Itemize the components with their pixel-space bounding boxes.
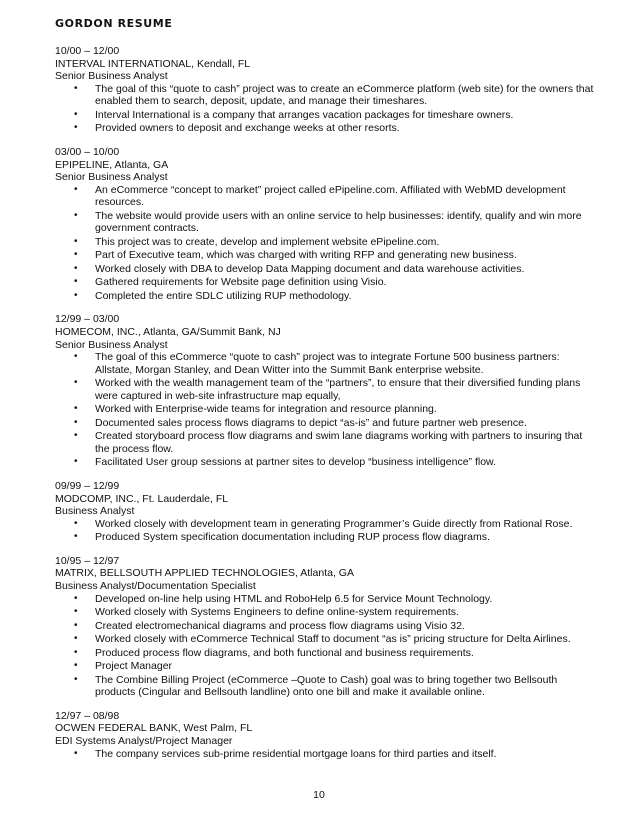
job-entry [55, 710, 595, 760]
job-company: INTERVAL INTERNATIONAL, Kendall, FL [55, 57, 251, 70]
bullet-icon: • [74, 403, 78, 415]
bullet-icon: • [74, 82, 78, 94]
bullet-icon: • [74, 416, 78, 428]
bullet-item [55, 377, 595, 402]
bullet-icon: • [74, 673, 78, 685]
bullet-icon: • [74, 456, 78, 468]
bullet-item [55, 83, 595, 108]
job-bullets [55, 748, 595, 761]
bullet-item [55, 633, 595, 646]
job-bullets [55, 184, 595, 303]
job-bullets [55, 351, 595, 469]
bullet-text: Worked closely with DBA to develop Data Mapping document and data warehouse activities. [95, 262, 525, 275]
bullet-icon: • [74, 747, 78, 759]
bullet-text: Interval International is a company that arranges vacation packages for timeshare owners. [95, 108, 514, 121]
bullet-text: Worked closely with development team in generating Programmer’s Guide directly from Rational Rose. [95, 517, 573, 530]
bullet-item [55, 660, 595, 673]
job-company: HOMECOM, INC., Atlanta, GA/Summit Bank, NJ [55, 326, 281, 338]
bullet-icon: • [74, 633, 78, 645]
bullet-text: Created storyboard process flow diagrams and swim lane diagrams working with partners to insuring that the process flow. [95, 430, 583, 455]
job-company: MATRIX, BELLSOUTH APPLIED TECHNOLOGIES, Atlanta, GA [55, 567, 354, 580]
job-company: EPIPELINE, Atlanta, GA [55, 158, 169, 171]
bullet-text: Created electromechanical diagrams and process flow diagrams using Visio 32. [95, 619, 465, 632]
bullet-text: Project Manager [95, 660, 173, 673]
job-dates: 09/99 – 12/99 [55, 479, 120, 492]
bullet-text: Facilitated User group sessions at partner sites to develop “business intelligence” flow. [95, 456, 496, 469]
job-list [55, 45, 595, 760]
bullet-text: This project was to create, develop and implement website ePipeline.com. [95, 235, 440, 248]
bullet-text: The goal of this “quote to cash” project was to create an eCommerce platform (web site) for the owners that enabled them to search, deposit, update, and manage their timeshares. [95, 82, 594, 108]
bullet-icon: • [74, 276, 78, 288]
bullet-item [55, 290, 595, 303]
bullet-icon: • [74, 592, 78, 604]
job-dates: 03/00 – 10/00 [55, 145, 120, 158]
bullet-item [55, 593, 595, 606]
job-dates: 10/95 – 12/97 [55, 554, 120, 567]
bullet-text: Developed on-line help using HTML and RoboHelp 6.5 for Service Mount Technology. [95, 592, 493, 605]
bullet-item [55, 249, 595, 262]
bullet-icon: • [74, 646, 78, 658]
bullet-item [55, 263, 595, 276]
bullet-text: The company services sub-prime residential mortgage loans for third parties and itself. [95, 747, 497, 760]
bullet-text: Produced System specification documentation including RUP process flow diagrams. [95, 531, 490, 544]
bullet-icon: • [74, 660, 78, 672]
bullet-icon: • [74, 619, 78, 631]
bullet-item [55, 430, 595, 455]
bullet-text: The goal of this eCommerce “quote to cash” project was to integrate Fortune 500 business partners: Allstate, Morgan Stanley, and Dean Witter into the Summit Bank enterprise website. [95, 351, 560, 376]
job-role: Senior Business Analyst [55, 70, 168, 83]
job-entry [55, 480, 595, 544]
bullet-icon: • [74, 262, 78, 274]
bullet-item [55, 403, 595, 416]
bullet-item [55, 417, 595, 430]
page-number: 10 [313, 789, 325, 801]
job-role: Senior Business Analyst [55, 171, 168, 184]
bullet-icon: • [74, 606, 78, 618]
job-entry [55, 45, 595, 135]
bullet-text: Completed the entire SDLC utilizing RUP methodology. [95, 289, 352, 302]
bullet-item [55, 620, 595, 633]
bullet-item [55, 606, 595, 619]
job-entry [55, 555, 595, 699]
bullet-item [55, 531, 595, 544]
bullet-item [55, 109, 595, 122]
job-dates: 12/97 – 08/98 [55, 709, 120, 722]
bullet-item [55, 456, 595, 469]
bullet-icon: • [74, 289, 78, 301]
job-bullets [55, 83, 595, 135]
job-entry [55, 313, 595, 469]
job-bullets [55, 518, 595, 544]
job-entry [55, 146, 595, 302]
bullet-text: Documented sales process flows diagrams to depict “as-is” and future partner web presence. [95, 416, 527, 429]
job-role: EDI Systems Analyst/Project Manager [55, 734, 233, 747]
bullet-text: An eCommerce “concept to market” project called ePipeline.com. Affiliated with WebMD development resources. [95, 183, 566, 209]
bullet-item [55, 122, 595, 135]
bullet-item [55, 674, 595, 699]
bullet-text: Worked closely with eCommerce Technical Staff to document “as is” pricing structure for Delta Airlines. [95, 633, 571, 646]
bullet-item [55, 647, 595, 660]
job-company: OCWEN FEDERAL BANK, West Palm, FL [55, 722, 253, 735]
bullet-text: Worked closely with Systems Engineers to define online-system requirements. [95, 606, 459, 619]
bullet-text: Gathered requirements for Website page definition using Visio. [95, 276, 387, 289]
job-company: MODCOMP, INC., Ft. Lauderdale, FL [55, 492, 229, 505]
bullet-text: Worked with the wealth management team of the “partners”, to ensure that their diversified funding plans were captured in web-site infrastructure map equally, [95, 377, 581, 402]
bullet-item [55, 276, 595, 289]
bullet-item [55, 748, 595, 761]
bullet-icon: • [74, 235, 78, 247]
resume-page [55, 17, 595, 771]
bullet-item [55, 184, 595, 209]
bullet-item [55, 210, 595, 235]
bullet-text: Provided owners to deposit and exchange weeks at other resorts. [95, 122, 400, 135]
bullet-item [55, 236, 595, 249]
document-title: GORDON RESUME [55, 17, 173, 30]
bullet-icon: • [74, 209, 78, 221]
bullet-text: Produced process flow diagrams, and both functional and business requirements. [95, 646, 474, 659]
job-bullets [55, 593, 595, 699]
bullet-item [55, 351, 595, 376]
bullet-text: The website would provide users with an online service to help businesses: identify, qualify and win more government contracts. [95, 209, 582, 235]
bullet-icon: • [74, 183, 78, 195]
job-role: Senior Business Analyst [55, 338, 168, 351]
bullet-icon: • [74, 430, 78, 442]
bullet-text: The Combine Billing Project (eCommerce –Quote to Cash) goal was to bring together two Bellsouth products (Cingular and Bellsouth landline) onto one bill and make it available online. [95, 673, 558, 699]
job-dates: 10/00 – 12/00 [55, 45, 120, 57]
bullet-icon: • [74, 531, 78, 543]
bullet-icon: • [74, 122, 78, 134]
job-dates: 12/99 – 03/00 [55, 313, 120, 326]
job-role: Business Analyst/Documentation Specialist [55, 580, 256, 593]
job-role: Business Analyst [55, 505, 135, 518]
bullet-text: Worked with Enterprise-wide teams for integration and resource planning. [95, 403, 437, 416]
bullet-icon: • [74, 249, 78, 261]
bullet-text: Part of Executive team, which was charged with writing RFP and generating new business. [95, 249, 517, 262]
bullet-icon: • [74, 108, 78, 120]
bullet-item [55, 518, 595, 531]
bullet-icon: • [74, 517, 78, 529]
bullet-icon: • [74, 377, 78, 389]
bullet-icon: • [74, 351, 78, 363]
